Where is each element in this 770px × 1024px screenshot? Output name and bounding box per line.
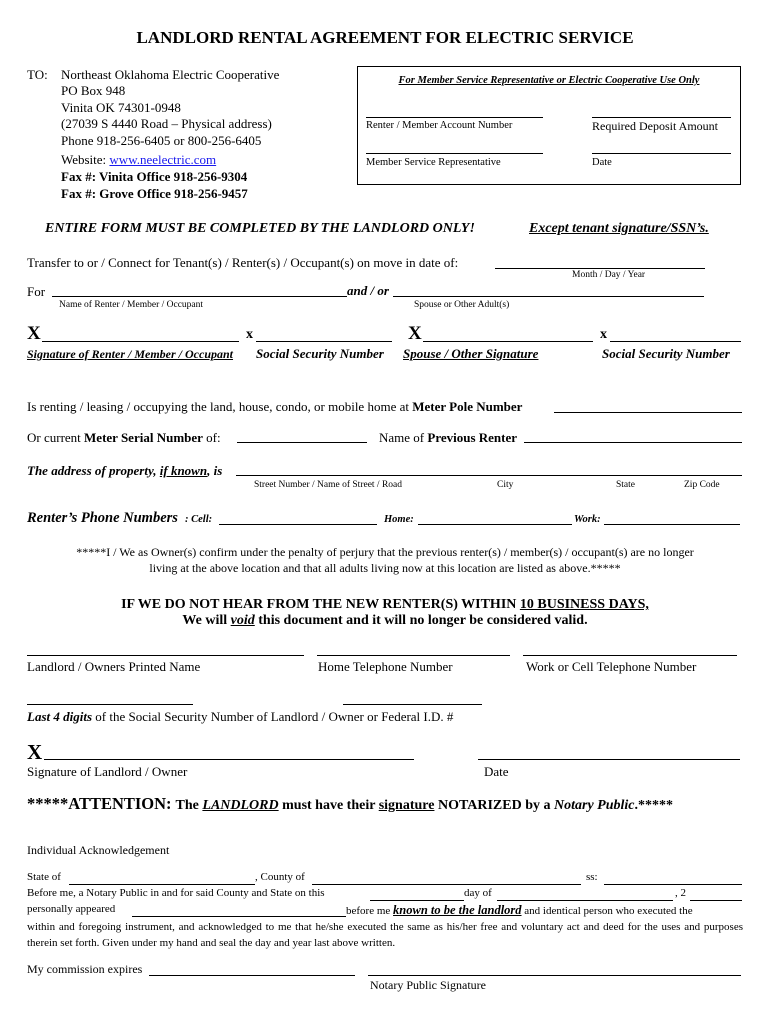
identical-text: and identical person who executed the <box>521 905 693 917</box>
commission-field[interactable] <box>149 975 355 976</box>
to-line: Vinita OK 74301-0948 <box>61 99 181 115</box>
instructions-main: ENTIRE FORM MUST BE COMPLETED BY THE LANDLORD ONLY! <box>45 221 475 236</box>
ssn1-field[interactable] <box>256 341 392 342</box>
attention-row <box>27 794 673 814</box>
before-me-label: Before me, a Notary Public in and for said County and State on this <box>27 887 325 899</box>
office-date-field[interactable] <box>592 153 731 154</box>
meter-serial-field[interactable] <box>237 442 367 443</box>
landlord-date-label: Date <box>484 764 509 779</box>
attention-notary: Notary Public <box>554 798 635 813</box>
meter-pole-label: Meter Pole Number <box>412 399 523 414</box>
work-label: Work: <box>574 514 601 525</box>
account-number-label: Renter / Member Account Number <box>366 120 513 131</box>
meter-pole-field[interactable] <box>554 412 742 413</box>
notary-paragraph: within and foregoing instrument, and acknowledged to me that he/she executed the same as his/her free and voluntary act and deed for the uses and purposes therein set forth. Given under my hand and seal the day and year last above written. <box>27 921 743 949</box>
cell-label: : Cell: <box>185 514 213 525</box>
for-label: For <box>27 284 46 299</box>
attention-pre: The <box>175 798 203 813</box>
cell-phone-field[interactable] <box>219 524 377 525</box>
renter-signature-label: Signature of Renter / Member / Occupant <box>27 347 234 361</box>
ssn2-x-mark: x <box>600 327 607 342</box>
personally-appeared-label: personally appeared <box>27 903 116 915</box>
warning-void: void <box>230 613 255 628</box>
attention-label: *****ATTENTION: <box>27 794 172 813</box>
landlord-ssn-pre: Last 4 digits <box>27 709 93 724</box>
warning-business-days: 10 BUSINESS DAYS, <box>519 597 649 612</box>
ssn1-x-mark: x <box>246 327 253 342</box>
ssn2-field[interactable] <box>610 341 741 342</box>
rep-label: Member Service Representative <box>366 157 501 168</box>
zip-hint: Zip Code <box>684 480 720 490</box>
warning-line2 <box>0 613 770 629</box>
account-number-field[interactable] <box>366 117 543 118</box>
state-of-label: State of <box>27 871 61 883</box>
before-me2: before me <box>346 905 391 917</box>
landlord-signature-label: Signature of Landlord / Owner <box>27 764 188 779</box>
ss-field[interactable] <box>604 884 742 885</box>
website-row <box>61 152 279 168</box>
meter-pole-row <box>27 399 522 415</box>
to-line: (27039 S 4440 Road – Physical address) <box>61 116 272 132</box>
transfer-text: Transfer to or / Connect for Tenant(s) / Renter(s) / Occupant(s) on move in date of: <box>27 255 459 270</box>
rep-field[interactable] <box>366 153 543 154</box>
street-hint: Street Number / Name of Street / Road <box>254 480 403 490</box>
instructions-except: Except tenant signature/SSN’s. <box>529 221 709 236</box>
address-label-post: , is <box>207 463 223 478</box>
address-label-if: if known <box>159 463 208 478</box>
city-hint: City <box>497 480 514 490</box>
landlord-date-field[interactable] <box>478 759 740 760</box>
office-date-label: Date <box>592 157 612 168</box>
meter-serial-pre: Or current <box>27 430 85 445</box>
confirm-line2: living at the above location and that all adults living now at this location are listed as above.***** <box>149 561 621 575</box>
landlord-ssn-label: of the Social Security Number of Landlord / Owner or Federal I.D. # <box>92 709 454 724</box>
attention-notarized: NOTARIZED <box>434 798 522 813</box>
landlord-work-phone-field[interactable] <box>523 655 737 656</box>
phones-label: Renter’s Phone Numbers <box>27 510 178 526</box>
county-of-label: , County of <box>255 871 305 883</box>
ss-label: ss: <box>586 871 598 883</box>
landlord-name-field[interactable] <box>27 655 304 656</box>
address-field[interactable] <box>236 475 742 476</box>
landlord-home-phone-field[interactable] <box>317 655 510 656</box>
warning-line2-pre: We will <box>182 613 231 628</box>
meter-pole-text: Is renting / leasing / occupying the land, house, condo, or mobile home at <box>27 399 413 414</box>
to-label: TO: <box>27 67 48 82</box>
website-label: Website: <box>61 152 107 168</box>
federal-id-field[interactable] <box>343 704 482 705</box>
appeared-name-field[interactable] <box>132 916 346 917</box>
website-link[interactable]: www.neelectric.com <box>109 152 217 168</box>
notary-signature-label: Notary Public Signature <box>370 978 486 992</box>
to-address-block <box>61 67 279 202</box>
ssn2-label: Social Security Number <box>602 346 730 361</box>
previous-renter-row <box>379 430 517 446</box>
landlord-work-phone-label: Work or Cell Telephone Number <box>526 659 697 674</box>
fax-grove: Fax #: Grove Office 918-256-9457 <box>61 185 248 201</box>
work-phone-field[interactable] <box>604 524 740 525</box>
spouse-name-field[interactable] <box>393 296 704 297</box>
landlord-ssn-row <box>27 709 453 725</box>
renter-signature-field[interactable] <box>42 341 239 342</box>
attention-by: by a <box>521 798 555 813</box>
address-label-pre: The address of property, <box>27 463 160 478</box>
page-title: LANDLORD RENTAL AGREEMENT FOR ELECTRIC SERVICE <box>136 28 634 47</box>
state-field[interactable] <box>69 884 255 885</box>
attention-landlord: LANDLORD <box>202 798 279 813</box>
state-hint: State <box>616 480 635 490</box>
attention-mid: must have their <box>278 798 379 813</box>
to-line: Phone 918-256-6405 or 800-256-6405 <box>61 132 262 148</box>
attention-end: .***** <box>634 798 674 813</box>
meter-serial-row <box>27 430 221 446</box>
move-in-date-field[interactable] <box>495 268 705 269</box>
home-phone-field[interactable] <box>418 524 572 525</box>
warning-line2-post: this document and it will no longer be considered valid. <box>254 613 588 628</box>
day-of-label: day of <box>464 887 492 899</box>
fax-vinita: Fax #: Vinita Office 918-256-9304 <box>61 169 248 185</box>
county-field[interactable] <box>312 884 581 885</box>
previous-renter-pre: Name of <box>379 430 428 445</box>
to-line: Northeast Oklahoma Electric Cooperative <box>61 67 280 82</box>
and-or-label: and / or <box>347 283 389 298</box>
ssn1-label: Social Security Number <box>256 346 384 361</box>
renter-name-hint: Name of Renter / Member / Occupant <box>59 300 204 310</box>
notary-month-field[interactable] <box>497 900 673 901</box>
home-label: Home: <box>384 514 414 525</box>
confirm-line1: *****I / We as Owner(s) confirm under the penalty of perjury that the previous renter(s) / member(s) / occupant(s) are no longer <box>76 545 694 559</box>
notary-clause-row <box>346 903 693 918</box>
office-box-title: For Member Service Representative or Electric Cooperative Use Only <box>398 75 700 86</box>
warning-line1 <box>0 597 770 613</box>
known-landlord: known to be the landlord <box>393 903 522 917</box>
date-hint: Month / Day / Year <box>572 270 646 280</box>
landlord-home-phone-label: Home Telephone Number <box>318 659 453 674</box>
landlord-x-mark: X <box>27 740 43 764</box>
commission-label: My commission expires <box>27 962 143 976</box>
previous-renter-field[interactable] <box>524 442 742 443</box>
meter-serial-label: Meter Serial Number <box>84 430 203 445</box>
attention-signature: signature <box>378 798 435 813</box>
landlord-signature-field[interactable] <box>44 759 414 760</box>
deposit-amount-field[interactable] <box>592 117 731 118</box>
landlord-ssn-field[interactable] <box>27 704 193 705</box>
previous-renter-label: Previous Renter <box>427 430 518 445</box>
to-line: PO Box 948 <box>61 83 126 99</box>
spouse-hint: Spouse or Other Adult(s) <box>414 300 510 310</box>
renter-name-field[interactable] <box>52 296 347 297</box>
year-prefix: , 2 <box>675 887 686 899</box>
spouse-signature-label: Spouse / Other Signature <box>403 346 539 361</box>
warning-line1-pre: IF WE DO NOT HEAR FROM THE NEW RENTER(S) WITHIN <box>121 597 520 612</box>
meter-serial-post: of: <box>202 430 221 445</box>
address-label <box>27 463 222 479</box>
notary-signature-field[interactable] <box>368 975 741 976</box>
spouse-x-mark: X <box>408 323 422 344</box>
deposit-amount-label: Required Deposit Amount <box>592 119 718 133</box>
acknowledgement-heading: Individual Acknowledgement <box>27 843 170 857</box>
landlord-name-label: Landlord / Owners Printed Name <box>27 659 201 674</box>
notary-day-field[interactable] <box>370 900 464 901</box>
renter-x-mark: X <box>27 323 41 344</box>
notary-year-field[interactable] <box>690 900 742 901</box>
spouse-signature-field[interactable] <box>423 341 593 342</box>
